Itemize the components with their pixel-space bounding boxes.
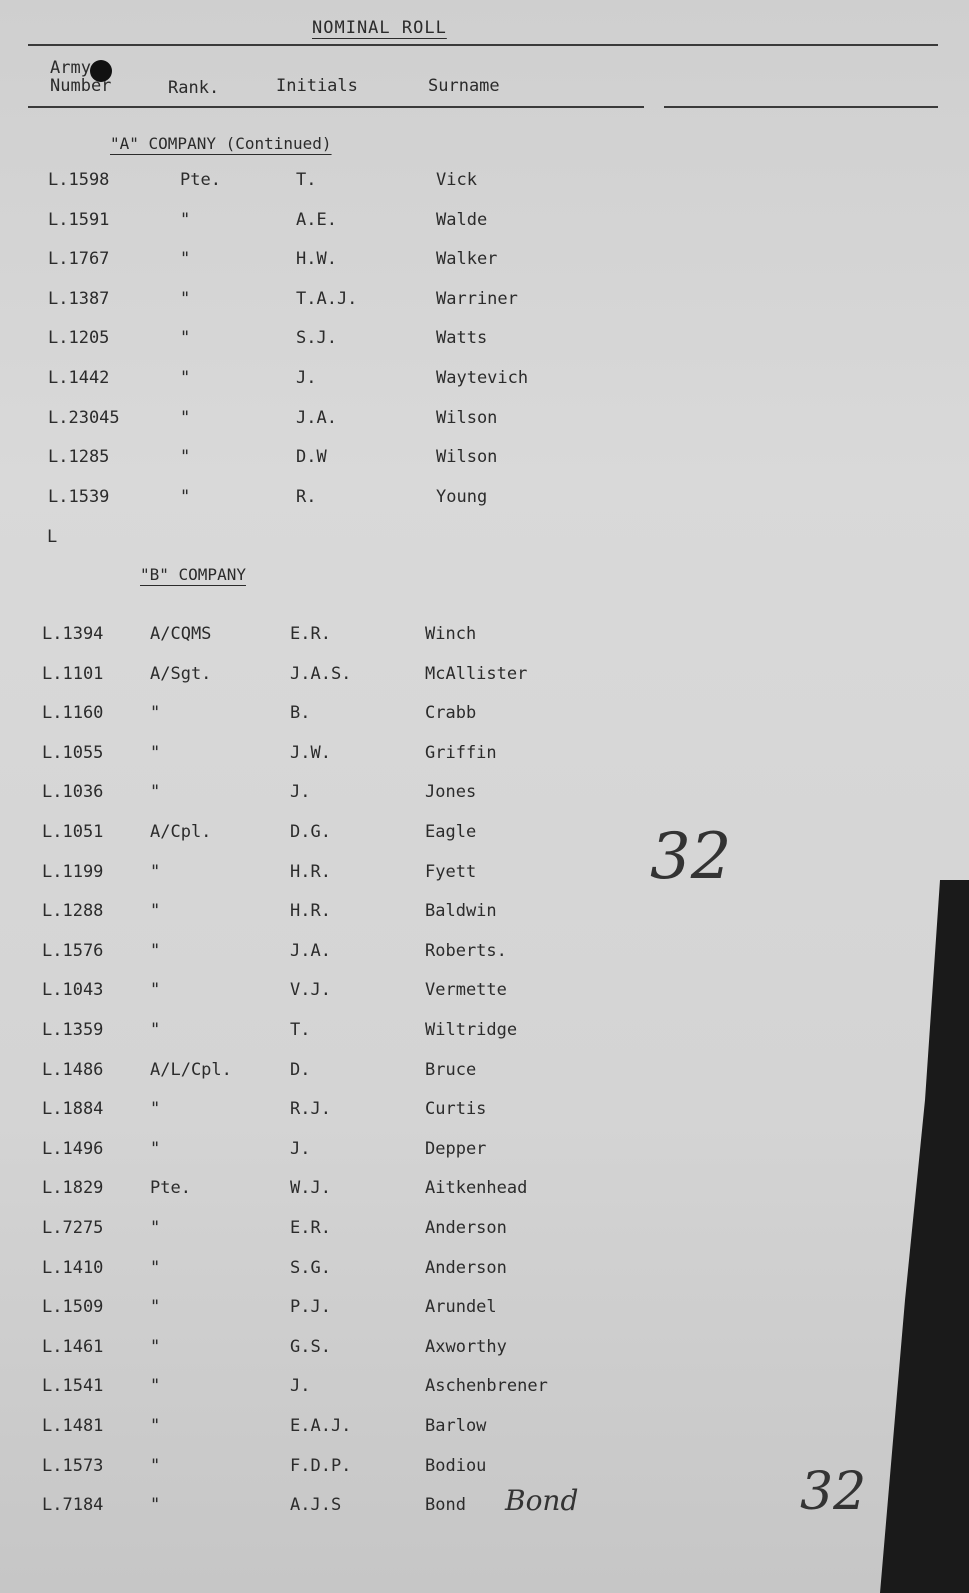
rank-cell: A/Sgt.	[150, 663, 212, 684]
header-number: Number	[50, 76, 112, 96]
rank-cell: Pte.	[150, 1178, 191, 1199]
table-row	[0, 901, 969, 927]
initials-cell: E.A.J.	[290, 1416, 352, 1436]
table-row	[0, 289, 969, 315]
initials-cell: E.R.	[290, 624, 331, 644]
initials-cell: S.G.	[290, 1257, 331, 1278]
surname-cell: McAllister	[425, 663, 528, 684]
rank-cell: "	[150, 1495, 161, 1516]
table-row	[0, 170, 969, 196]
page-title: NOMINAL ROLL	[312, 18, 447, 38]
rank-cell: "	[150, 1297, 161, 1318]
surname-cell: Wilson	[436, 407, 498, 428]
table-row	[0, 1297, 969, 1323]
army-number-cell: L.1160	[42, 703, 104, 724]
initials-cell: V.J.	[290, 980, 331, 1001]
surname-cell: Bond	[425, 1495, 466, 1516]
handwritten-corner-mark: 32	[800, 1462, 867, 1522]
incomplete-entry: L	[47, 527, 58, 547]
army-number-cell: L.1394	[42, 624, 104, 644]
table-row	[0, 664, 969, 690]
rank-cell: "	[150, 1218, 161, 1238]
section-b-company: "B" COMPANY	[140, 565, 246, 584]
surname-cell: Curtis	[425, 1099, 487, 1120]
surname-cell: Bruce	[425, 1059, 477, 1080]
surname-cell: Winch	[425, 624, 477, 644]
surname-cell: Barlow	[425, 1416, 487, 1436]
rank-cell: "	[150, 1336, 161, 1357]
rank-cell: A/Cpl.	[150, 822, 212, 842]
army-number-cell: L.1539	[48, 486, 110, 507]
table-row	[0, 328, 969, 354]
rank-cell: "	[180, 407, 191, 428]
header-bottom-rule-right	[664, 106, 938, 108]
rank-cell: "	[180, 209, 191, 230]
army-number-cell: L.1541	[42, 1376, 104, 1397]
rank-cell: "	[150, 1416, 161, 1436]
initials-cell: D.	[290, 1059, 311, 1080]
initials-cell: J.	[290, 1138, 311, 1159]
table-row	[0, 1178, 969, 1204]
surname-cell: Aschenbrener	[425, 1376, 548, 1397]
army-number-cell: L.1573	[42, 1455, 104, 1476]
surname-cell: Wilson	[436, 447, 498, 468]
surname-cell: Griffin	[425, 742, 497, 763]
surname-cell: Bodiou	[425, 1455, 487, 1476]
rank-cell: Pte.	[180, 170, 221, 190]
initials-cell: H.W.	[296, 249, 337, 270]
table-row	[0, 408, 969, 434]
surname-cell: Jones	[425, 782, 477, 803]
initials-cell: H.R.	[290, 861, 331, 882]
initials-cell: A.E.	[296, 209, 337, 230]
initials-cell: B.	[290, 703, 311, 724]
surname-cell: Baldwin	[425, 901, 497, 922]
initials-cell: S.J.	[296, 328, 337, 349]
table-row	[0, 980, 969, 1006]
initials-cell: F.D.P.	[290, 1455, 352, 1476]
surname-cell: Depper	[425, 1138, 487, 1159]
surname-cell: Anderson	[425, 1218, 507, 1238]
table-row	[0, 822, 969, 848]
army-number-cell: L.1285	[48, 447, 110, 468]
table-row	[0, 487, 969, 513]
army-number-cell: L.1461	[42, 1336, 104, 1357]
initials-cell: G.S.	[290, 1336, 331, 1357]
table-row	[0, 703, 969, 729]
initials-cell: J.A.	[290, 940, 331, 961]
surname-cell: Waytevich	[436, 368, 529, 388]
rank-cell: "	[150, 1455, 161, 1476]
rank-cell: "	[150, 742, 161, 763]
table-row	[0, 743, 969, 769]
rank-cell: "	[150, 1020, 161, 1040]
rank-cell: "	[180, 288, 191, 309]
army-number-cell: L.1051	[42, 822, 104, 842]
army-number-cell: L.23045	[48, 407, 120, 428]
army-number-cell: L.1410	[42, 1257, 104, 1278]
army-number-cell: L.1288	[42, 901, 104, 922]
army-number-cell: L.1359	[42, 1020, 104, 1040]
surname-cell: Warriner	[436, 288, 518, 309]
rank-cell: "	[150, 1376, 161, 1397]
surname-cell: Axworthy	[425, 1336, 507, 1357]
army-number-cell: L.1442	[48, 368, 110, 388]
surname-cell: Young	[436, 486, 488, 507]
rank-cell: "	[150, 1099, 161, 1120]
army-number-cell: L.1884	[42, 1099, 104, 1120]
initials-cell: W.J.	[290, 1178, 331, 1199]
table-row	[0, 941, 969, 967]
rank-cell: "	[150, 1257, 161, 1278]
initials-cell: H.R.	[290, 901, 331, 922]
rank-cell: "	[150, 1138, 161, 1159]
surname-cell: Vick	[436, 170, 477, 190]
army-number-cell: L.1591	[48, 209, 110, 230]
surname-cell: Watts	[436, 328, 488, 349]
initials-cell: T.	[296, 170, 317, 190]
army-number-cell: L.1576	[42, 940, 104, 961]
table-row	[0, 782, 969, 808]
initials-cell: T.A.J.	[296, 288, 358, 309]
army-number-cell: L.1101	[42, 663, 104, 684]
initials-cell: J.A.	[296, 407, 337, 428]
surname-cell: Walde	[436, 209, 488, 230]
surname-cell: Crabb	[425, 703, 477, 724]
table-row	[0, 249, 969, 275]
table-row	[0, 368, 969, 394]
header-top-rule	[28, 44, 938, 46]
initials-cell: D.W	[296, 447, 327, 468]
section-a-company: "A" COMPANY (Continued)	[110, 134, 332, 153]
rank-cell: "	[180, 328, 191, 349]
table-row	[0, 1099, 969, 1125]
table-row	[0, 1218, 969, 1244]
handwritten-bond-note: Bond	[505, 1484, 579, 1517]
initials-cell: E.R.	[290, 1218, 331, 1238]
initials-cell: D.G.	[290, 822, 331, 842]
initials-cell: P.J.	[290, 1297, 331, 1318]
table-row	[0, 210, 969, 236]
rank-cell: "	[150, 940, 161, 961]
army-number-cell: L.1481	[42, 1416, 104, 1436]
army-number-cell: L.1486	[42, 1059, 104, 1080]
rank-cell: "	[150, 703, 161, 724]
surname-cell: Wiltridge	[425, 1020, 518, 1040]
table-row	[0, 862, 969, 888]
surname-cell: Vermette	[425, 980, 507, 1001]
army-number-cell: L.7184	[42, 1495, 104, 1516]
army-number-cell: L.1387	[48, 288, 110, 309]
rank-cell: "	[180, 249, 191, 270]
table-row	[0, 1337, 969, 1363]
army-number-cell: L.1043	[42, 980, 104, 1001]
initials-cell: A.J.S	[290, 1495, 342, 1516]
table-row	[0, 1416, 969, 1442]
surname-cell: Anderson	[425, 1257, 507, 1278]
header-bottom-rule-left	[28, 106, 644, 108]
surname-cell: Aitkenhead	[425, 1178, 528, 1199]
surname-cell: Roberts.	[425, 940, 507, 961]
rank-cell: "	[180, 368, 191, 388]
initials-cell: J.W.	[290, 742, 331, 763]
army-number-cell: L.1205	[48, 328, 110, 349]
rank-cell: "	[150, 782, 161, 803]
table-row	[0, 1258, 969, 1284]
rank-cell: "	[180, 447, 191, 468]
table-row	[0, 1020, 969, 1046]
table-row	[0, 1376, 969, 1402]
initials-cell: J.A.S.	[290, 663, 352, 684]
handwritten-page-mark: 32	[650, 820, 732, 894]
rank-cell: A/CQMS	[150, 624, 212, 644]
initials-cell: J.	[296, 368, 317, 388]
army-number-cell: L.1598	[48, 170, 110, 190]
initials-cell: R.J.	[290, 1099, 331, 1120]
rank-cell: "	[150, 980, 161, 1001]
header-rank: Rank.	[168, 78, 220, 98]
initials-cell: R.	[296, 486, 317, 507]
surname-cell: Arundel	[425, 1297, 497, 1318]
initials-cell: T.	[290, 1020, 311, 1040]
army-number-cell: L.1509	[42, 1297, 104, 1318]
rank-cell: A/L/Cpl.	[150, 1059, 232, 1080]
rank-cell: "	[150, 861, 161, 882]
army-number-cell: L.1055	[42, 742, 104, 763]
army-number-cell: L.1199	[42, 861, 104, 882]
header-initials: Initials	[276, 76, 358, 96]
initials-cell: J.	[290, 782, 311, 803]
header-surname: Surname	[428, 76, 500, 96]
table-row	[0, 1139, 969, 1165]
army-number-cell: L.1036	[42, 782, 104, 803]
header-army: Army	[50, 58, 91, 78]
initials-cell: J.	[290, 1376, 311, 1397]
surname-cell: Eagle	[425, 822, 477, 842]
surname-cell: Walker	[436, 249, 498, 270]
rank-cell: "	[180, 486, 191, 507]
army-number-cell: L.1496	[42, 1138, 104, 1159]
surname-cell: Fyett	[425, 861, 477, 882]
army-number-cell: L.1767	[48, 249, 110, 270]
army-number-cell: L.1829	[42, 1178, 104, 1199]
table-row	[0, 624, 969, 650]
table-row	[0, 1060, 969, 1086]
rank-cell: "	[150, 901, 161, 922]
army-number-cell: L.7275	[42, 1218, 104, 1238]
table-row	[0, 447, 969, 473]
